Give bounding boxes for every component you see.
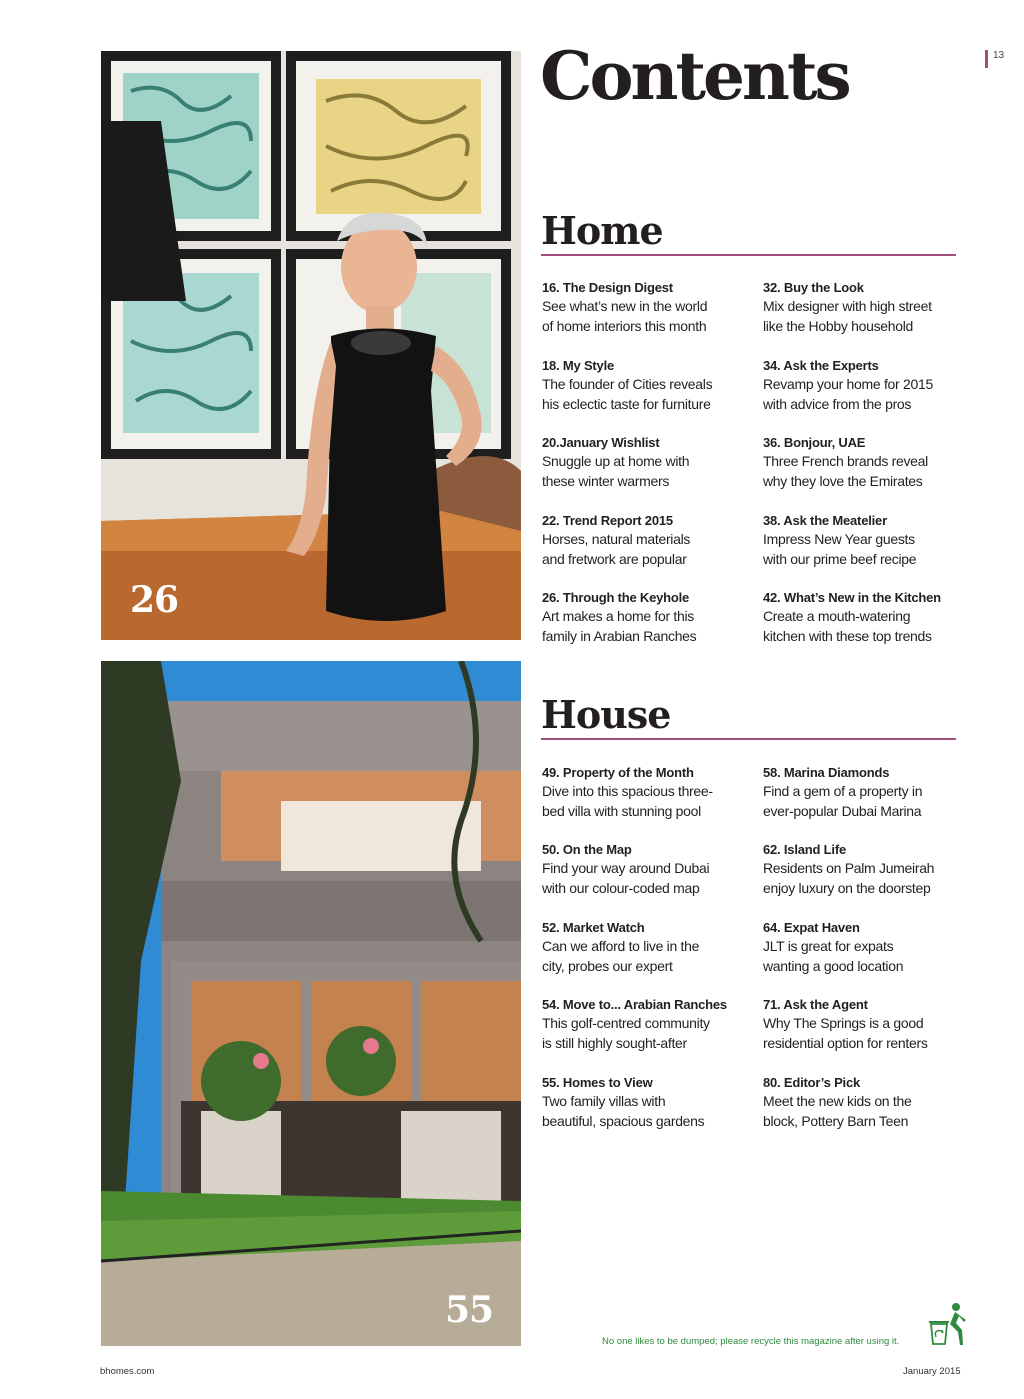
page-title: Contents bbox=[540, 37, 849, 115]
toc-entry-description: Find a gem of a property in ever-popular Dubai Marina bbox=[763, 783, 923, 819]
toc-entry-description: Can we afford to live in the city, probes our expert bbox=[542, 938, 700, 974]
toc-entry[interactable] bbox=[763, 763, 968, 821]
toc-entry-title: 22. Trend Report 2015 bbox=[542, 513, 673, 528]
toc-entry-title: 36. Bonjour, UAE bbox=[763, 435, 866, 450]
toc-entry[interactable] bbox=[763, 278, 968, 336]
toc-entry-description: The founder of Cities reveals his eclectic taste for furniture bbox=[542, 376, 713, 412]
section-divider bbox=[541, 254, 956, 256]
toc-entry[interactable] bbox=[763, 918, 968, 976]
toc-entry-description: Find your way around Dubai with our colour-coded map bbox=[542, 860, 710, 896]
toc-entry-description: Meet the new kids on the block, Pottery Barn Teen bbox=[763, 1093, 912, 1129]
toc-entry-title: 64. Expat Haven bbox=[763, 920, 860, 935]
page-number: 13 bbox=[993, 50, 1005, 61]
toc-entry[interactable] bbox=[763, 356, 968, 414]
toc-entry-description: Create a mouth-watering kitchen with these top trends bbox=[763, 608, 932, 644]
toc-entry-description: See what’s new in the world of home interiors this month bbox=[542, 298, 708, 334]
toc-entry-title: 49. Property of the Month bbox=[542, 765, 694, 780]
toc-entry[interactable] bbox=[542, 588, 747, 646]
toc-entry-description: Snuggle up at home with these winter warmers bbox=[542, 453, 690, 489]
toc-entry-description: Why The Springs is a good residential option for renters bbox=[763, 1015, 928, 1051]
toc-entry[interactable] bbox=[542, 356, 747, 414]
recycle-message: No one likes to be dumped; please recycle this magazine after using it. bbox=[602, 1336, 900, 1347]
toc-entry-title: 34. Ask the Experts bbox=[763, 358, 879, 373]
toc-entry-title: 38. Ask the Meatelier bbox=[763, 513, 887, 528]
photo-page-number: 26 bbox=[130, 579, 179, 621]
toc-entry-description: Three French brands reveal why they love the Emirates bbox=[763, 453, 928, 489]
feature-photo-interior bbox=[101, 51, 521, 640]
toc-entry-title: 55. Homes to View bbox=[542, 1075, 653, 1090]
photo-page-number: 55 bbox=[445, 1289, 494, 1331]
toc-entry-title: 18. My Style bbox=[542, 358, 615, 373]
section-title-home: Home bbox=[541, 208, 663, 253]
feature-photo-villa bbox=[101, 661, 521, 1346]
toc-entry[interactable] bbox=[542, 918, 747, 976]
recycle-bin-icon bbox=[928, 1302, 968, 1346]
section-title-house: House bbox=[541, 692, 671, 737]
toc-entry-description: Revamp your home for 2015 with advice from the pros bbox=[763, 376, 933, 412]
toc-entry[interactable] bbox=[763, 1073, 968, 1131]
toc-entry-title: 58. Marina Diamonds bbox=[763, 765, 890, 780]
toc-entry-description: Two family villas with beautiful, spacious gardens bbox=[542, 1093, 705, 1129]
villa-illustration bbox=[101, 661, 521, 1346]
toc-entry[interactable] bbox=[763, 588, 968, 646]
toc-entry-description: Mix designer with high street like the Hobby household bbox=[763, 298, 932, 334]
toc-entry-description: Dive into this spacious three- bed villa with stunning pool bbox=[542, 783, 713, 819]
toc-entry-title: 71. Ask the Agent bbox=[763, 997, 868, 1012]
toc-entry[interactable] bbox=[542, 278, 747, 336]
toc-entry-title: 42. What’s New in the Kitchen bbox=[763, 590, 941, 605]
toc-entry-title: 26. Through the Keyhole bbox=[542, 590, 690, 605]
toc-entry-title: 20.January Wishlist bbox=[542, 435, 660, 450]
toc-entry-description: Residents on Palm Jumeirah enjoy luxury on the doorstep bbox=[763, 860, 935, 896]
footer-date: January 2015 bbox=[903, 1366, 961, 1377]
toc-entry[interactable] bbox=[542, 511, 747, 569]
toc-entry[interactable] bbox=[763, 511, 968, 569]
toc-entry[interactable] bbox=[542, 763, 747, 821]
toc-entry-title: 16. The Design Digest bbox=[542, 280, 673, 295]
toc-entry[interactable] bbox=[763, 840, 968, 898]
footer-website: bhomes.com bbox=[100, 1366, 155, 1377]
toc-entry-description: This golf-centred community is still highly sought-after bbox=[542, 1015, 710, 1051]
toc-entry[interactable] bbox=[542, 995, 747, 1053]
interior-illustration bbox=[101, 51, 521, 640]
toc-entry-title: 50. On the Map bbox=[542, 842, 632, 857]
toc-entry-title: 54. Move to... Arabian Ranches bbox=[542, 997, 727, 1012]
section-divider bbox=[541, 738, 956, 740]
toc-entry[interactable] bbox=[542, 1073, 747, 1131]
toc-entry-title: 32. Buy the Look bbox=[763, 280, 864, 295]
toc-entry-description: Art makes a home for this family in Arabian Ranches bbox=[542, 608, 697, 644]
toc-entry[interactable] bbox=[542, 840, 747, 898]
toc-entry-description: JLT is great for expats wanting a good location bbox=[763, 938, 904, 974]
toc-entry-description: Horses, natural materials and fretwork are popular bbox=[542, 531, 691, 567]
toc-entry-title: 62. Island Life bbox=[763, 842, 846, 857]
toc-entry-title: 52. Market Watch bbox=[542, 920, 645, 935]
toc-entry-title: 80. Editor’s Pick bbox=[763, 1075, 861, 1090]
toc-entry[interactable] bbox=[763, 433, 968, 491]
toc-entry-description: Impress New Year guests with our prime beef recipe bbox=[763, 531, 917, 567]
page-number-marker bbox=[985, 50, 988, 68]
toc-entry[interactable] bbox=[763, 995, 968, 1053]
toc-entry[interactable] bbox=[542, 433, 747, 491]
